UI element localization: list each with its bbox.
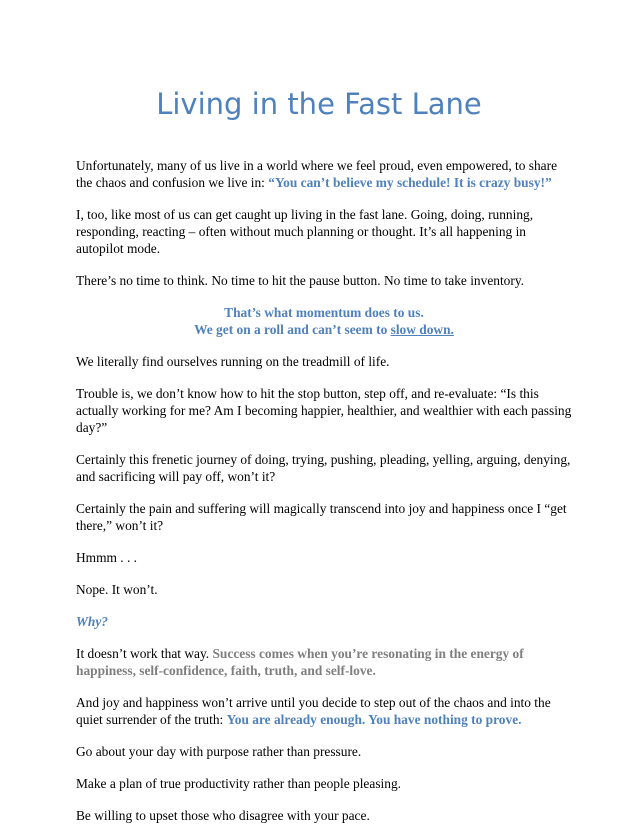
paragraph-why: Why? <box>76 614 108 629</box>
paragraph-8: Hmmm . . . <box>76 550 138 565</box>
paragraph-12-emphasis: You are already enough. You have nothing to prove. <box>226 712 522 727</box>
paragraph-3: There’s no time to think. No time to hit the pause button. No time to take inventory. <box>76 273 525 288</box>
paragraph-11-text: It doesn’t work that way. <box>76 646 213 661</box>
paragraph-1-quote: “You can’t believe my schedule! It is crazy busy!” <box>268 175 552 190</box>
paragraph-2: I, too, like most of us can get caught up living in the fast lane. Going, doing, running, responding, reacting – often without much planning or thought. It’s all happening in autopilot mode. <box>76 207 534 256</box>
momentum-quote-line-2: We get on a roll and can’t seem to <box>194 322 391 337</box>
paragraph-11-emphasis: Success comes when you’re resonating in the energy of happiness, self-confidence, faith, truth, and self-love. <box>76 646 524 678</box>
paragraph-1 <box>76 157 572 191</box>
momentum-quote-line-1: That’s what momentum does to us. <box>224 305 424 320</box>
paragraph-6: Certainly this frenetic journey of doing, trying, pushing, pleading, yelling, arguing, denying, and sacrificing will pay off, won’t it? <box>76 452 571 484</box>
paragraph-11 <box>76 645 572 679</box>
paragraph-15: Be willing to upset those who disagree with your pace. <box>76 808 370 823</box>
momentum-quote <box>76 304 572 338</box>
paragraph-12 <box>76 694 572 728</box>
paragraph-12-text: And joy and happiness won’t arrive until you decide to step out of the chaos and into the quiet surrender of the truth: <box>76 695 551 727</box>
document-body <box>76 157 572 839</box>
page-title: Living in the Fast Lane <box>156 87 482 121</box>
paragraph-14: Make a plan of true productivity rather than people pleasing. <box>76 776 401 791</box>
paragraph-7: Certainly the pain and suffering will magically transcend into joy and happiness once I “get there,” won’t it? <box>76 501 567 533</box>
paragraph-4: We literally find ourselves running on the treadmill of life. <box>76 354 390 369</box>
momentum-quote-underlined: slow down. <box>390 322 454 337</box>
paragraph-13: Go about your day with purpose rather than pressure. <box>76 744 362 759</box>
paragraph-5: Trouble is, we don’t know how to hit the stop button, step off, and re-evaluate: “Is this actually working for me? Am I becoming happier, healthier, and wealthier with each passing day?” <box>76 386 572 435</box>
paragraph-1-text: Unfortunately, many of us live in a world where we feel proud, even empowered, to share the chaos and confusion we live in: <box>76 158 558 190</box>
paragraph-9: Nope. It won’t. <box>76 582 158 597</box>
